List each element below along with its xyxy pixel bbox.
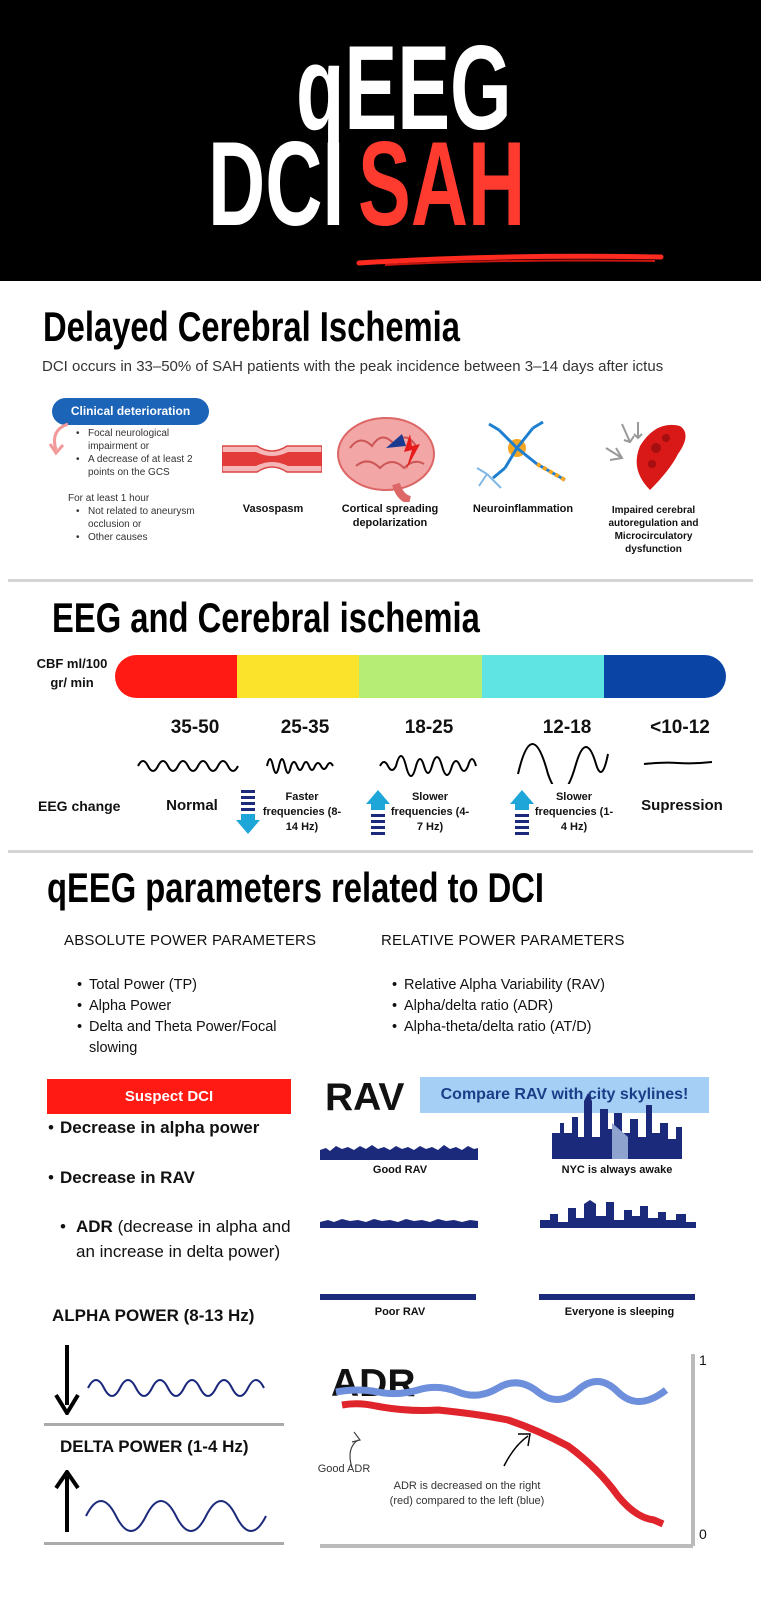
param-item: • Alpha/delta ratio (ADR) (392, 996, 692, 1017)
cbf-segment (237, 655, 359, 698)
up-arrow-icon (510, 790, 534, 836)
header-banner (0, 0, 761, 281)
adr-axis-top-label: 1 (699, 1352, 707, 1368)
rav-caption: NYC is always awake (561, 1164, 673, 1176)
eeg-wave-normal (136, 752, 246, 782)
cbf-range: 12-18 (542, 717, 592, 738)
mechanism-label: Neuroinflammation (472, 503, 574, 515)
relative-power-list (392, 975, 692, 1038)
section2-title: EEG and Cerebral ischemia (52, 594, 480, 641)
section-divider (8, 850, 753, 853)
eeg-change: Normal (166, 797, 218, 814)
brain-icon (336, 412, 442, 502)
absolute-power-heading: ABSOLUTE POWER PARAMETERS (64, 932, 317, 949)
adr-blue-line (336, 1381, 666, 1401)
param-item: • Delta and Theta Power/Focal slowing (77, 1017, 322, 1059)
dci-sign: • Decrease in RAV (48, 1168, 195, 1187)
city-skyline (540, 1194, 696, 1230)
criteria-list (76, 427, 216, 479)
dci-sign: • Decrease in alpha power (48, 1118, 260, 1137)
delta-power-title: DELTA POWER (1-4 Hz) (60, 1437, 249, 1456)
adr-title: ADR (331, 1362, 416, 1405)
up-arrow-icon (54, 1470, 80, 1532)
relative-power-heading: RELATIVE POWER PARAMETERS (381, 932, 625, 949)
clinical-deterioration-pill: Clinical deterioration (52, 398, 209, 425)
curved-arrow-icon (46, 420, 76, 456)
eeg-change: Slower frequencies (1-4 Hz) (534, 791, 614, 833)
good-adr-note: Good ADR (317, 1463, 371, 1475)
sleeping-line (539, 1294, 695, 1300)
vasospasm-vessel-icon (222, 440, 322, 480)
up-arrow-icon (366, 790, 390, 836)
down-arrow-icon (54, 1345, 80, 1415)
down-arrow-icon (236, 790, 260, 836)
criteria-item: • Focal neurological impairment or (76, 427, 216, 453)
title-qeeg: qEEG (296, 21, 512, 155)
delta-wave (84, 1496, 274, 1532)
param-item: • Total Power (TP) (77, 975, 322, 996)
mechanism-label: Cortical spreading depolarization (341, 503, 439, 530)
section-divider (8, 579, 753, 582)
mechanism-label: Vasospasm (242, 503, 304, 515)
cbf-color-bar (115, 655, 726, 698)
title-dci: DCI (208, 117, 345, 251)
nyc-skyline (552, 1093, 682, 1161)
neuron-icon (475, 420, 575, 495)
rav-compare-box: Compare RAV with city skylines! (420, 1077, 709, 1113)
cbf-segment (359, 655, 481, 698)
dci-sign-bold: Decrease in RAV (60, 1168, 195, 1187)
cbf-range: 25-35 (280, 717, 330, 738)
pointer-arrow (504, 1436, 528, 1466)
eeg-wave-very-slow (516, 738, 612, 784)
cbf-label: CBF ml/100 gr/ min (36, 656, 108, 690)
cbf-segment (482, 655, 604, 698)
section3-title: qEEG parameters related to DCI (47, 864, 545, 911)
dci-sign-bold: ADR (76, 1217, 113, 1236)
alpha-wave (86, 1372, 272, 1402)
dci-sign: • ADR (decrease in alpha and an increase in delta power) (60, 1217, 291, 1261)
dci-intro-text: DCI occurs in 33–50% of SAH patients with the peak incidence between 3–14 days after ictus (42, 358, 664, 375)
exclusion-item: • Other causes (76, 531, 216, 544)
good-rav-skyline (320, 1136, 480, 1162)
red-brush-underline (355, 250, 665, 270)
eeg-change-label: EEG change (38, 798, 121, 814)
param-item: • Alpha-theta/delta ratio (AT/D) (392, 1017, 692, 1038)
exclusion-item: • Not related to aneurysm occlusion or (76, 505, 216, 531)
eeg-wave-flat (642, 756, 714, 770)
section1-title: Delayed Cerebral Ischemia (43, 303, 461, 350)
cbf-range: 18-25 (404, 717, 454, 738)
criteria-item: • A decrease of at least 2 points on the GCS (76, 453, 216, 479)
eeg-wave-slow (378, 742, 486, 780)
exclusions-list (76, 505, 216, 544)
title-sah: SAH (358, 117, 526, 251)
divider-line (44, 1423, 284, 1426)
cbf-range: <10-12 (650, 717, 710, 738)
dci-sign-rest: (decrease in alpha and an increase in delta power) (76, 1217, 291, 1261)
microcirculation-icon (600, 420, 700, 495)
rav-caption: Good RAV (372, 1164, 428, 1176)
medium-rav-skyline (320, 1208, 480, 1230)
rav-caption: Poor RAV (374, 1306, 426, 1318)
eeg-change: Faster frequencies (8-14 Hz) (262, 791, 342, 833)
eeg-change: Slower frequencies (4-7 Hz) (390, 791, 470, 833)
param-item: • Relative Alpha Variability (RAV) (392, 975, 692, 996)
adr-note: ADR is decreased on the right (red) compared to the left (blue) (389, 1480, 545, 1507)
cbf-segment (604, 655, 726, 698)
duration-text: For at least 1 hour (68, 493, 150, 504)
dci-sign-bold: Decrease in alpha power (60, 1118, 260, 1137)
cbf-segment (115, 655, 237, 698)
cbf-range: 35-50 (170, 717, 220, 738)
param-item: • Alpha Power (77, 996, 322, 1017)
adr-axis-bottom-label: 0 (699, 1526, 707, 1542)
eeg-change: Supression (641, 797, 723, 814)
divider-line (44, 1542, 284, 1545)
mechanism-label: Impaired cerebral autoregulation and Microcirculatory dysfunction (608, 505, 699, 555)
adr-chart (318, 1350, 698, 1550)
rav-caption: Everyone is sleeping (564, 1306, 675, 1318)
poor-rav-line (320, 1294, 476, 1300)
alpha-power-title: ALPHA POWER (8-13 Hz) (52, 1306, 255, 1325)
absolute-power-list (77, 975, 322, 1059)
eeg-wave-fast (265, 748, 345, 780)
suspect-dci-banner: Suspect DCI (47, 1079, 291, 1114)
rav-title: RAV (325, 1076, 405, 1119)
